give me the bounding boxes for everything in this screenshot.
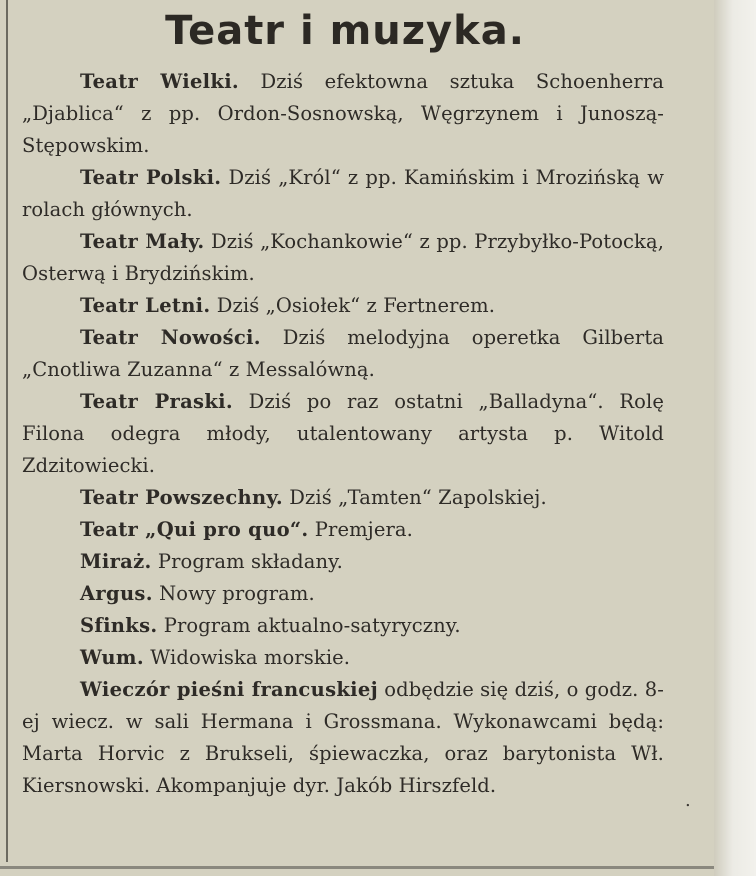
paragraph-sfinks	[22, 610, 664, 642]
paragraph-teatr-polski	[22, 162, 664, 226]
paragraph-lead: Miraż.	[80, 550, 152, 573]
paragraph-lead: Wum.	[80, 646, 144, 669]
paragraph-teatr-praski	[22, 386, 664, 482]
paragraph-lead: Teatr Powszechny.	[80, 486, 283, 509]
paragraph-argus	[22, 578, 664, 610]
page-edge-shadow	[714, 0, 756, 876]
paragraph-teatr-nowosci	[22, 322, 664, 386]
paragraph-teatr-powszechny	[22, 482, 664, 514]
article-body	[22, 66, 664, 802]
paragraph-lead: Argus.	[80, 582, 153, 605]
paragraph-text: Dziś „Król“ z pp. Kamińskim i Mrozińską w rolach głównych.	[22, 166, 664, 221]
paragraph-text: Nowy program.	[152, 582, 315, 605]
paragraph-lead: Teatr Nowości.	[80, 326, 261, 349]
paragraph-text: Program aktualno-satyryczny.	[157, 614, 461, 637]
stray-mark: .	[685, 790, 691, 811]
bottom-rule	[0, 866, 714, 869]
paragraph-text: Dziś po raz ostatni „Balladyna“. Rolę Filona odegra młody, utalentowany artysta p. Witold Zdzitowiecki.	[22, 390, 664, 477]
paragraph-lead: Wieczór pieśni francuskiej	[80, 678, 378, 701]
paragraph-lead: Teatr Praski.	[80, 390, 233, 413]
paragraph-text: Dziś „Tamten“ Zapolskiej.	[283, 486, 547, 509]
section-title: Teatr i muzyka.	[165, 8, 525, 54]
paragraph-text: Dziś „Kochankowie“ z pp. Przybyłko-Potocką, Osterwą i Brydzińskim.	[22, 230, 665, 285]
paragraph-wum	[22, 642, 664, 674]
paragraph-lead: Teatr Polski.	[80, 166, 222, 189]
paragraph-text: Dziś melodyjna operetka Gilberta „Cnotliwa Zuzanna“ z Messalówną.	[22, 326, 664, 381]
paragraph-teatr-wielki	[22, 66, 664, 162]
paragraph-teatr-maly	[22, 226, 664, 290]
paragraph-text: Premjera.	[308, 518, 413, 541]
paragraph-text: Dziś „Osiołek“ z Fertnerem.	[210, 294, 496, 317]
paragraph-text: Widowiska morskie.	[143, 646, 351, 669]
paragraph-lead: Sfinks.	[80, 614, 158, 637]
paragraph-lead: Teatr Letni.	[80, 294, 211, 317]
paragraph-wieczor-piesni	[22, 674, 664, 802]
paragraph-lead: Teatr „Qui pro quo“.	[80, 518, 309, 541]
paragraph-teatr-letni	[22, 290, 664, 322]
paragraph-teatr-qui-pro-quo	[22, 514, 664, 546]
column-rule	[6, 0, 8, 862]
paragraph-lead: Teatr Wielki.	[80, 70, 239, 93]
paragraph-text: Program składany.	[151, 550, 343, 573]
paragraph-miraz	[22, 546, 664, 578]
paragraph-text: Dziś efektowna sztuka Schoenherra „Djablica“ z pp. Ordon-Sosnowską, Węgrzynem i Junoszą-Stępowskim.	[22, 70, 664, 157]
paragraph-lead: Teatr Mały.	[80, 230, 205, 253]
paragraph-text: odbędzie się dziś, o godz. 8-ej wiecz. w sali Hermana i Grossmana. Wykonawcami będą: Marta Horvic z Brukseli, śpiewaczka, oraz barytonista Wł. Kiersnowski. Akompanjuje dyr. Jakób Hirszfeld.	[22, 678, 664, 797]
